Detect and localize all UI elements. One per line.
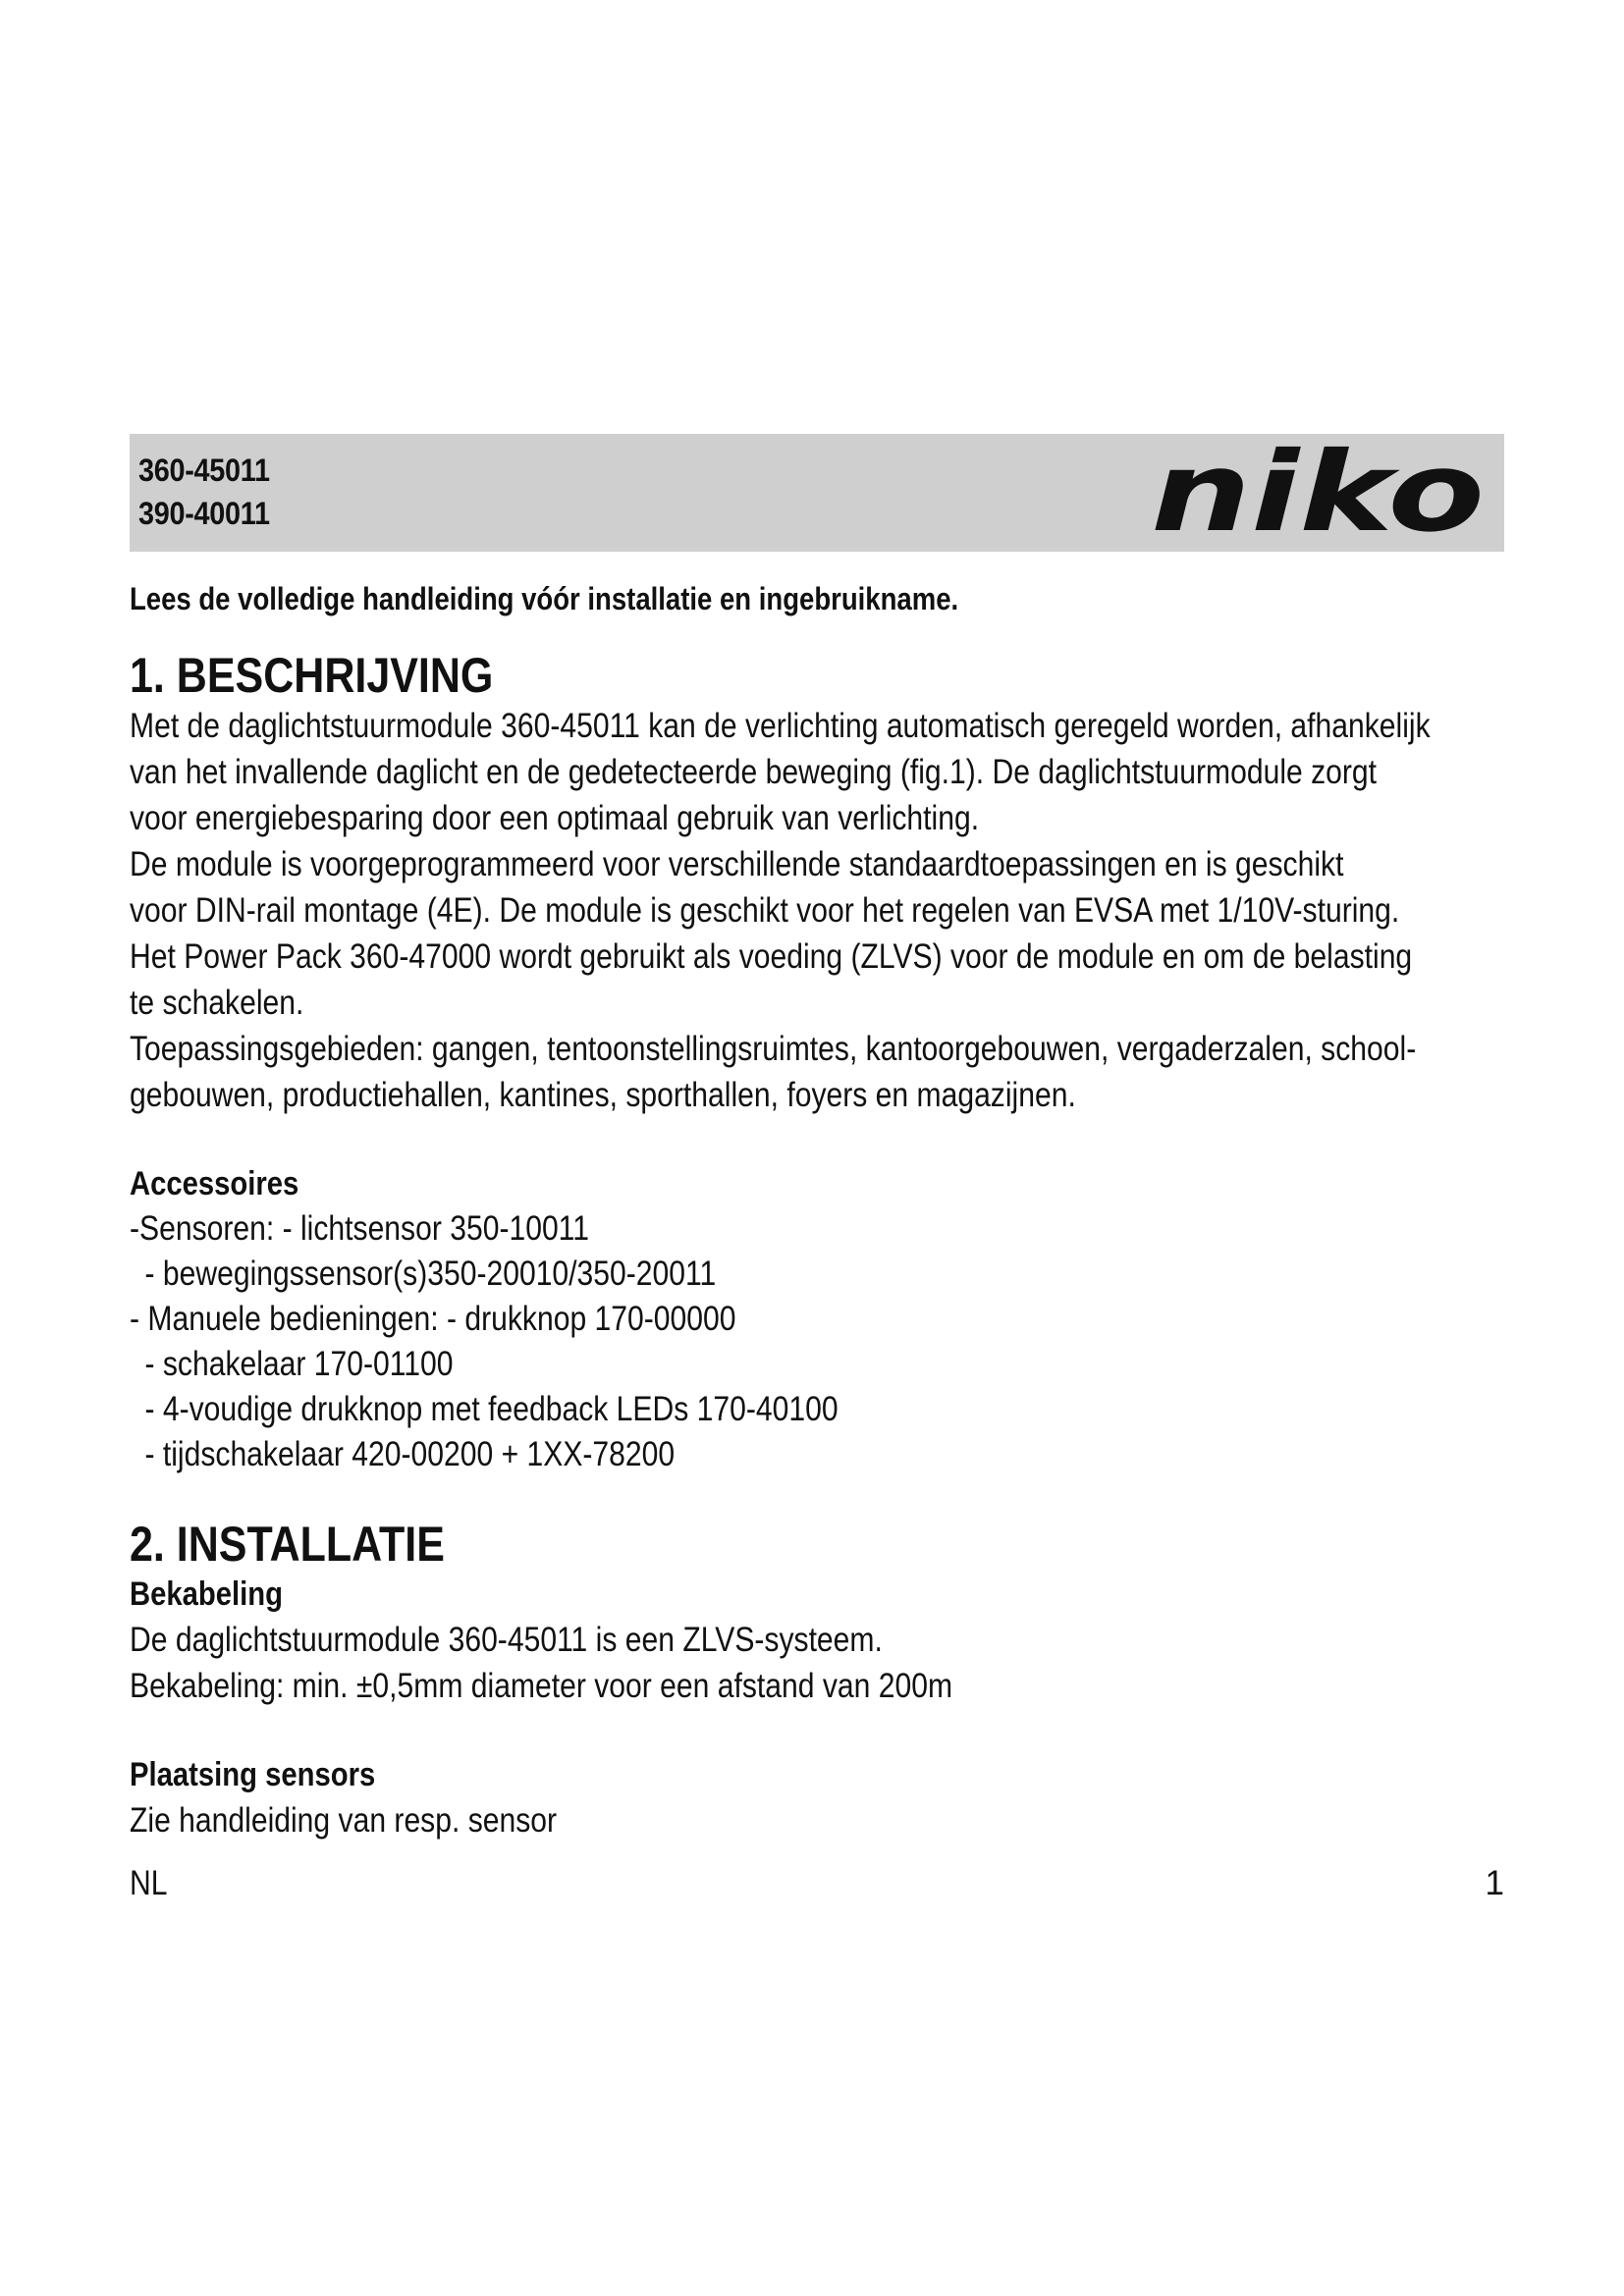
text-line: Toepassingsgebieden: gangen, tentoonstellingsruimtes, kantoorgebouwen, vergaderzalen, school- — [130, 1030, 1417, 1068]
list-item: - schakelaar 170-01100 — [144, 1345, 454, 1383]
text-line: Zie handleiding van resp. sensor — [130, 1801, 558, 1840]
section-heading-beschrijving: 1. BESCHRIJVING — [130, 648, 494, 703]
beschrijving-text — [130, 703, 1543, 1118]
subheading-plaatsing-sensors: Plaatsing sensors — [130, 1756, 376, 1793]
text-line: Bekabeling: min. ±0,5mm diameter voor een afstand van 200m — [130, 1667, 953, 1705]
text-line: De module is voorgeprogrammeerd voor verschillende standaardtoepassingen en is geschikt — [130, 845, 1344, 883]
text-line: gebouwen, productiehallen, kantines, sporthallen, foyers en magazijnen. — [130, 1076, 1076, 1114]
part-number: 360-45011 — [138, 453, 270, 488]
list-item: - tijdschakelaar 420-00200 + 1XX-78200 — [144, 1435, 676, 1473]
niko-logo — [1143, 436, 1492, 548]
text-line: te schakelen. — [130, 984, 304, 1022]
text-line: Met de daglichtstuurmodule 360-45011 kan de verlichting automatisch geregeld worden, afhankelijk — [130, 707, 1431, 745]
text-line: Het Power Pack 360-47000 wordt gebruikt als voeding (ZLVS) voor de module en om de belasting — [130, 937, 1413, 976]
intro-notice: Lees de volledige handleiding vóór installatie en ingebruikname. — [130, 581, 959, 616]
document-body — [130, 577, 1543, 1843]
list-item: -Sensoren: - lichtsensor 350-10011 — [130, 1209, 589, 1248]
header-bar — [130, 434, 1504, 552]
text-line: voor DIN-rail montage (4E). De module is geschikt voor het regelen van EVSA met 1/10V-sturing. — [130, 891, 1400, 930]
part-number: 390-40011 — [138, 496, 270, 531]
page-footer — [130, 1861, 1504, 1906]
bekabeling-text — [130, 1617, 1543, 1709]
footer-language: NL — [130, 1864, 168, 1902]
section-heading-installatie: 2. INSTALLATIE — [130, 1517, 445, 1572]
subheading-bekabeling: Bekabeling — [130, 1575, 283, 1613]
list-item: - Manuele bedieningen: - drukknop 170-00000 — [130, 1300, 736, 1338]
list-item: - 4-voudige drukknop met feedback LEDs 170-40100 — [144, 1390, 839, 1428]
subheading-accessoires: Accessoires — [130, 1165, 299, 1202]
text-line: voor energiebesparing door een optimaal gebruik van verlichting. — [130, 799, 980, 837]
logo-wordmark: niko — [1151, 436, 1485, 548]
list-item: - bewegingssensor(s)350-20010/350-20011 — [144, 1255, 717, 1293]
text-line: van het invallende daglicht en de gedetecteerde beweging (fig.1). De daglichtstuurmodule zorgt — [130, 753, 1378, 791]
plaatsing-text — [130, 1797, 1543, 1843]
page-number: 1 — [1485, 1864, 1504, 1902]
text-line: De daglichtstuurmodule 360-45011 is een ZLVS-systeem. — [130, 1621, 883, 1659]
part-numbers — [138, 449, 285, 535]
accessoires-list — [130, 1206, 1543, 1477]
